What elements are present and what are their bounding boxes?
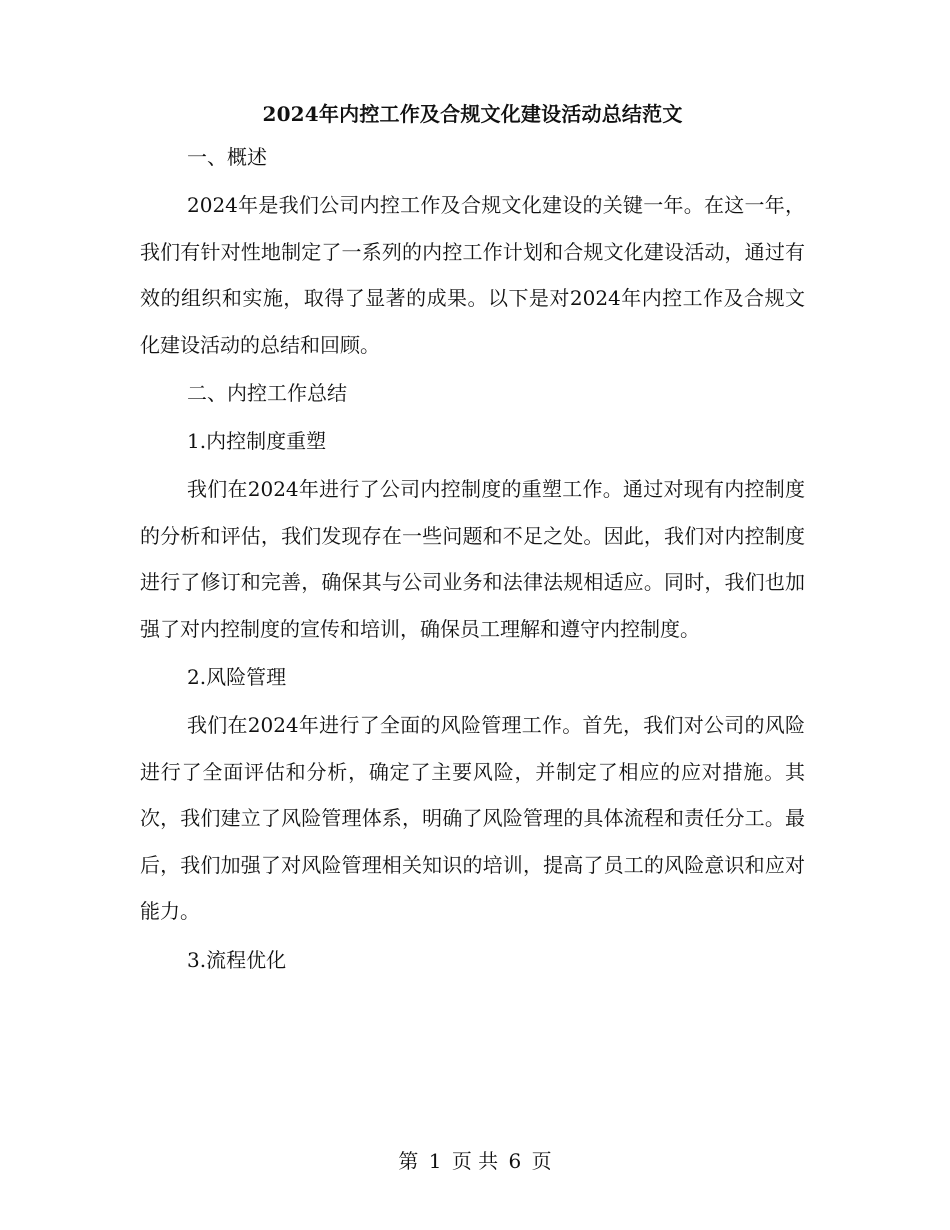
- risk-management-paragraph: 我们在2024年进行了全面的风险管理工作。首先，我们对公司的风险进行了全面评估和分析，确定了主要风险，并制定了相应的应对措施。其次，我们建立了风险管理体系，明确了风险管理的具体流程和责任分工。最后，我们加强了对风险管理相关知识的培训，提高了员工的风险意识和应对能力。: [140, 713, 805, 923]
- footer-suffix: 页: [531, 1149, 552, 1173]
- section-heading-overview: 一、概述: [187, 145, 267, 169]
- footer-prefix: 第: [398, 1149, 419, 1173]
- document-body: [140, 100, 805, 994]
- subsection-heading-system-reshaping: 1.内控制度重塑: [187, 429, 327, 453]
- footer-middle: 页 共: [451, 1149, 499, 1173]
- footer-total-pages: 6: [508, 1149, 522, 1173]
- subsection-heading-process-optimization: 3.流程优化: [187, 947, 287, 972]
- system-reshaping-paragraph: 我们在2024年进行了公司内控制度的重塑工作。通过对现有内控制度的分析和评估，我们发现存在一些问题和不足之处。因此，我们对内控制度进行了修订和完善，确保其与公司业务和法律法规相适应。同时，我们也加强了对内控制度的宣传和培训，确保员工理解和遵守内控制度。: [140, 477, 805, 641]
- section-heading-internal-control-summary: 二、内控工作总结: [187, 381, 347, 405]
- footer-page-number: 1: [428, 1149, 442, 1173]
- page-footer: [0, 1147, 950, 1175]
- subsection-heading-risk-management: 2.风险管理: [187, 665, 287, 689]
- overview-paragraph: 2024年是我们公司内控工作及合规文化建设的关键一年。在这一年，我们有针对性地制定了一系列的内控工作计划和合规文化建设活动，通过有效的组织和实施，取得了显著的成果。以下是对2024年内控工作及合规文化建设活动的总结和回顾。: [140, 193, 805, 357]
- document-title: 2024年内控工作及合规文化建设活动总结范文: [262, 102, 683, 126]
